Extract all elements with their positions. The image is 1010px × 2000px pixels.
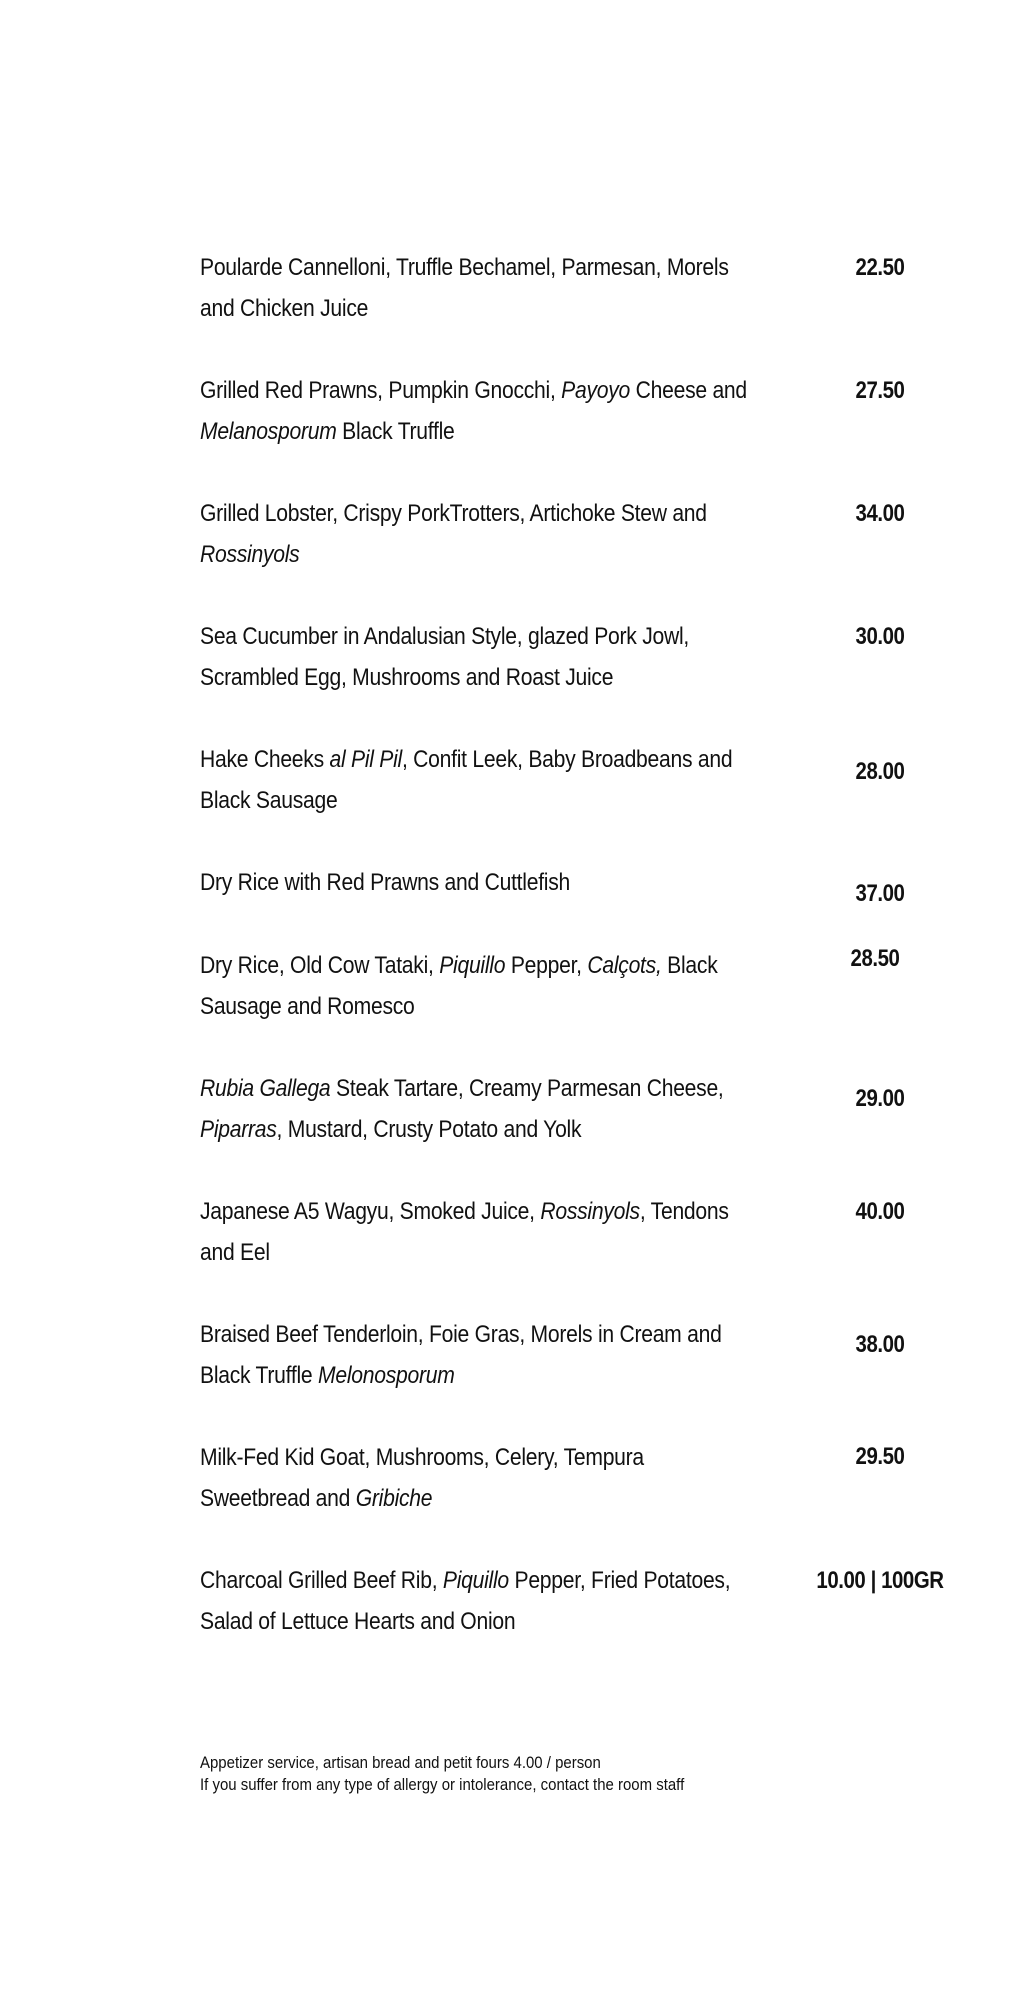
description-text: Black Truffle <box>336 418 455 445</box>
menu-footer <box>200 1752 816 1796</box>
description-text: Grilled Red Prawns, Pumpkin Gnocchi, <box>200 377 562 404</box>
italic-term: al Pil Pil <box>329 746 402 773</box>
description-line <box>200 370 747 411</box>
menu-item-price: 28.00 <box>855 758 905 785</box>
description-text: and Eel <box>200 1239 270 1266</box>
italic-term: Rossinyols <box>540 1198 640 1225</box>
menu-item-description <box>200 1437 710 1519</box>
description-text: Dry Rice, Old Cow Tataki, <box>200 952 440 979</box>
description-text: Steak Tartare, Creamy Parmesan Cheese, <box>330 1075 724 1102</box>
description-text: Japanese A5 Wagyu, Smoked Juice, <box>200 1198 541 1225</box>
menu-item-description <box>200 370 747 452</box>
menu-item-description <box>200 1191 729 1273</box>
description-line <box>200 493 710 534</box>
menu-item-price: 10.00 | 100GR <box>816 1567 944 1594</box>
description-text: and Chicken Juice <box>200 295 369 322</box>
description-line <box>200 1355 710 1396</box>
description-line <box>200 1560 731 1601</box>
italic-term: Piquillo <box>439 952 506 979</box>
description-line <box>200 1314 722 1355</box>
description-text: Sea Cucumber in Andalusian Style, glazed Pork Jowl, <box>200 623 690 650</box>
description-text: Black Sausage <box>200 787 338 814</box>
description-text: , Tendons <box>639 1198 729 1225</box>
menu-item-description <box>200 739 733 821</box>
menu-item-description <box>200 247 729 329</box>
menu-item-price: 37.00 <box>855 880 905 907</box>
menu-item-price: 38.00 <box>855 1331 905 1358</box>
menu-item-description <box>200 493 710 575</box>
italic-term: Calçots, <box>587 952 662 979</box>
description-text: Salad of Lettuce Hearts and Onion <box>200 1608 516 1635</box>
description-text: Sausage and Romesco <box>200 993 415 1020</box>
description-line <box>200 1232 710 1273</box>
description-line <box>200 534 710 575</box>
description-text: Hake Cheeks <box>200 746 330 773</box>
menu-item-price: 40.00 <box>855 1198 905 1225</box>
description-text: Charcoal Grilled Beef Rib, <box>200 1567 443 1594</box>
allergy-note: If you suffer from any type of allergy or intolerance, contact the room staff <box>200 1775 685 1794</box>
description-line <box>200 945 718 986</box>
description-text: Sweetbread and <box>200 1485 356 1512</box>
description-line <box>200 1191 729 1232</box>
description-text: , Mustard, Crusty Potato and Yolk <box>276 1116 582 1143</box>
menu-item-price: 29.50 <box>855 1443 905 1470</box>
description-text: Black Truffle <box>200 1362 319 1389</box>
menu-item-price: 22.50 <box>855 254 905 281</box>
italic-term: Melanosporum <box>200 418 337 445</box>
menu-item-price: 34.00 <box>855 500 905 527</box>
description-text: Cheese and <box>630 377 747 404</box>
description-text: Milk-Fed Kid Goat, Mushrooms, Celery, Tempura <box>200 1444 644 1471</box>
menu-item-price: 28.50 <box>850 945 900 972</box>
appetizer-note: Appetizer service, artisan bread and petit fours 4.00 / person <box>200 1753 601 1772</box>
description-text: , Confit Leek, Baby Broadbeans and <box>401 746 733 773</box>
menu-item-description <box>200 945 718 1027</box>
description-line <box>200 657 710 698</box>
italic-term: Payoyo <box>561 377 631 404</box>
description-text: Pepper, <box>505 952 588 979</box>
italic-term: Melonosporum <box>318 1362 455 1389</box>
menu-item-price: 27.50 <box>855 377 905 404</box>
italic-term: Gribiche <box>355 1485 433 1512</box>
description-text: Poularde Cannelloni, Truffle Bechamel, Parmesan, Morels <box>200 254 729 281</box>
description-line <box>200 616 710 657</box>
description-text: Braised Beef Tenderloin, Foie Gras, Morels in Cream and <box>200 1321 722 1348</box>
menu-item-description <box>200 616 710 698</box>
description-line <box>200 986 710 1027</box>
description-line <box>200 1068 724 1109</box>
italic-term: Rubia Gallega <box>200 1075 331 1102</box>
description-line <box>200 1478 710 1519</box>
menu-item-price: 29.00 <box>855 1085 905 1112</box>
description-text: Grilled Lobster, Crispy PorkTrotters, Artichoke Stew and <box>200 500 707 527</box>
menu-item-description <box>200 1068 724 1150</box>
description-line <box>200 1437 710 1478</box>
description-line <box>200 780 710 821</box>
menu-item-price: 30.00 <box>855 623 905 650</box>
description-line <box>200 411 710 452</box>
description-line <box>200 247 729 288</box>
italic-term: Rossinyols <box>200 541 300 568</box>
description-text: Black <box>661 952 718 979</box>
description-line <box>200 1109 710 1150</box>
description-text: Pepper, Fried Potatoes, <box>508 1567 731 1594</box>
menu-item-description <box>200 862 710 903</box>
description-text: Scrambled Egg, Mushrooms and Roast Juice <box>200 664 614 691</box>
italic-term: Piparras <box>200 1116 277 1143</box>
description-text: Dry Rice with Red Prawns and Cuttlefish <box>200 869 571 896</box>
description-line <box>200 862 710 903</box>
menu-item-description <box>200 1560 731 1642</box>
italic-term: Piquillo <box>442 1567 509 1594</box>
description-line <box>200 288 710 329</box>
menu-item-description <box>200 1314 722 1396</box>
description-line <box>200 739 733 780</box>
description-line <box>200 1601 710 1642</box>
